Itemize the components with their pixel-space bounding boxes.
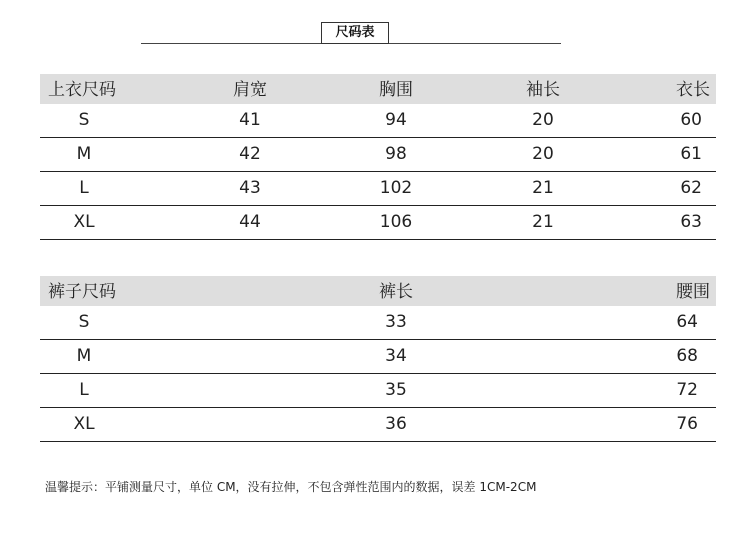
size-cell: M [76,144,92,164]
value-cell: 36 [385,414,407,434]
table-row [40,374,716,408]
table-row [40,138,716,172]
header-size: 裤子尺码 [48,282,116,302]
value-cell: 63 [680,212,702,232]
header-sleeve: 袖长 [526,80,560,100]
value-cell: 61 [680,144,702,164]
value-cell: 43 [239,178,261,198]
table-row [40,104,716,138]
header-pants-length: 裤长 [379,282,413,302]
value-cell: 44 [239,212,261,232]
value-cell: 34 [385,346,407,366]
size-cell: XL [73,212,95,232]
value-cell: 41 [239,110,261,130]
value-cell: 102 [379,178,413,198]
header-shoulder: 肩宽 [233,80,267,100]
size-cell: S [78,110,90,130]
size-cell: L [79,380,89,400]
value-cell: 20 [532,144,554,164]
value-cell: 62 [680,178,702,198]
size-cell: S [78,312,90,332]
value-cell: 94 [385,110,407,130]
value-cell: 60 [680,110,702,130]
pants-size-table [40,276,716,442]
value-cell: 21 [532,178,554,198]
table-row [40,306,716,340]
value-cell: 76 [676,414,698,434]
page-title: 尺码表 [321,22,389,44]
header-length: 衣长 [676,80,710,100]
table-row [40,172,716,206]
value-cell: 68 [676,346,698,366]
size-cell: XL [73,414,95,434]
size-cell: M [76,346,92,366]
value-cell: 106 [379,212,413,232]
table-header [40,74,716,104]
value-cell: 20 [532,110,554,130]
table-row [40,340,716,374]
value-cell: 72 [676,380,698,400]
table-row [40,206,716,240]
header-waist: 腰围 [676,282,710,302]
value-cell: 21 [532,212,554,232]
top-size-table [40,74,716,240]
value-cell: 98 [385,144,407,164]
header-chest: 胸围 [379,80,413,100]
size-cell: L [79,178,89,198]
value-cell: 42 [239,144,261,164]
value-cell: 64 [676,312,698,332]
table-header [40,276,716,306]
table-row [40,408,716,442]
value-cell: 35 [385,380,407,400]
value-cell: 33 [385,312,407,332]
measurement-note: 温馨提示：平铺测量尺寸，单位 CM，没有拉伸，不包含弹性范围内的数据，误差 1CM-2CM [45,480,537,494]
header-size: 上衣尺码 [48,80,116,100]
